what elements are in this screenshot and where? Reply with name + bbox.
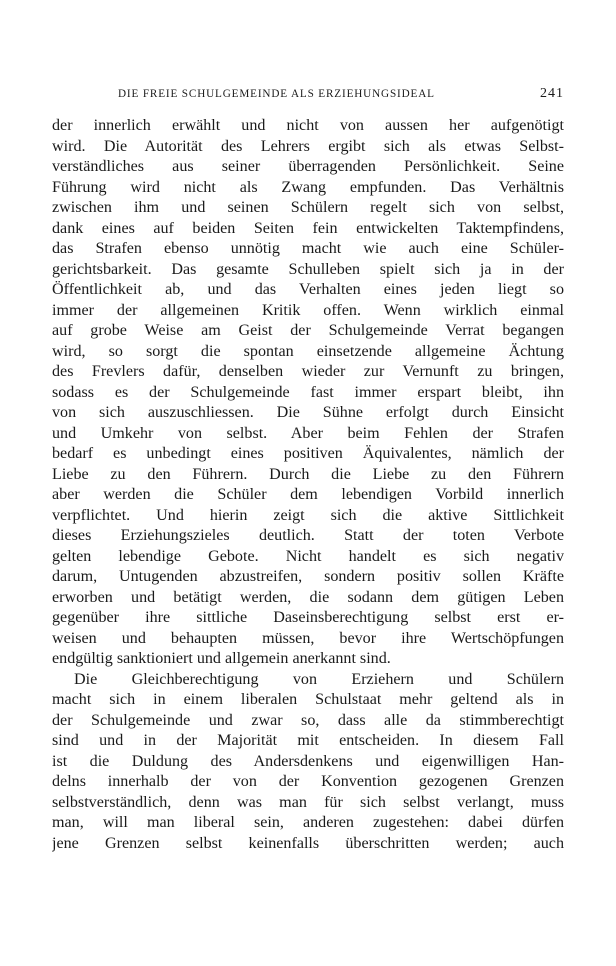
text-line: wird, so sorgt die spontan einsetzende allgemeine Ächtung — [52, 342, 564, 360]
text-line: gegenüber ihre sittliche Daseinsberechtigung selbst erst er- — [52, 609, 564, 626]
text-line: und Umkehr von selbst. Aber beim Fehlen der Strafen — [52, 424, 564, 442]
text-line: delns innerhalb der von der Konvention gezogenen Grenzen — [52, 773, 564, 790]
text-line: darum, Untugenden abzustreifen, sondern positiv sollen Kräfte — [52, 568, 564, 585]
text-line: wird. Die Autorität des Lehrers ergibt sich als etwas Selbst- — [52, 137, 564, 155]
text-line: der innerlich erwählt und nicht von aussen her aufgenötigt — [52, 117, 564, 134]
text-line: jene Grenzen selbst keinenfalls überschritten werden; auch — [52, 834, 564, 852]
text-line: verständliches aus seiner überragenden Persönlichkeit. Seine — [52, 158, 564, 175]
text-line: gelten lebendige Gebote. Nicht handelt es sich negativ — [52, 547, 564, 565]
text-line: verpflichtet. Und hierin zeigt sich die aktive Sittlichkeit — [52, 506, 564, 524]
text-line: dank eines auf beiden Seiten fein entwickelten Taktempfindens, — [52, 219, 564, 237]
running-title: DIE FREIE SCHULGEMEINDE ALS ERZIEHUNGSIDEAL — [118, 88, 435, 100]
running-head — [52, 84, 564, 104]
text-line: von sich auszuschliessen. Die Sühne erfolgt durch Einsicht — [52, 404, 564, 421]
text-line: zwischen ihm und seinen Schülern regelt sich von selbst, — [52, 199, 564, 216]
body-text — [52, 116, 564, 854]
text-line: immer der allgemeinen Kritik offen. Wenn wirklich einmal — [52, 301, 564, 319]
text-line: Führung wird nicht als Zwang empfunden. Das Verhältnis — [52, 178, 564, 196]
text-line: erworben und betätigt werden, die sodann dem gütigen Leben — [52, 588, 564, 606]
text-line: macht sich in einem liberalen Schulstaat mehr geltend als in — [52, 691, 564, 708]
text-line: auf grobe Weise am Geist der Schulgemeinde Verrat begangen — [52, 322, 564, 339]
page-number: 241 — [540, 86, 564, 101]
text-line: weisen und behaupten müssen, bevor ihre Wertschöpfungen — [52, 629, 564, 647]
text-line: man, will man liberal sein, anderen zugestehen: dabei dürfen — [52, 814, 564, 831]
paragraph-start-line: Die Gleichberechtigung von Erziehern und Schülern — [74, 670, 564, 688]
text-line: aber werden die Schüler dem lebendigen Vorbild innerlich — [52, 486, 564, 503]
text-line: bedarf es unbedingt eines positiven Äquivalentes, nämlich der — [52, 445, 564, 462]
text-line: Öffentlichkeit ab, und das Verhalten eines jeden liegt so — [52, 281, 564, 298]
text-line: Liebe zu den Führern. Durch die Liebe zu den Führern — [52, 465, 564, 483]
text-line: das Strafen ebenso unnötig macht wie auch eine Schüler- — [52, 240, 564, 257]
text-line: dieses Erziehungszieles deutlich. Statt der toten Verbote — [52, 527, 564, 544]
text-line: ist die Duldung des Andersdenkens und eigenwilligen Han- — [52, 752, 564, 770]
text-line: der Schulgemeinde und zwar so, dass alle da stimmberechtigt — [52, 711, 564, 729]
paragraph-end-line: endgültig sanktioniert und allgemein anerkannt sind. — [52, 650, 391, 667]
text-line: sodass es der Schulgemeinde fast immer erspart bleibt, ihn — [52, 383, 564, 401]
text-line: des Frevlers dafür, denselben wieder zur Vernunft zu bringen, — [52, 363, 564, 380]
text-line: sind und in der Majorität mit entscheiden. In diesem Fall — [52, 732, 564, 749]
text-line: gerichtsbarkeit. Das gesamte Schulleben spielt sich ja in der — [52, 260, 564, 278]
text-line: selbstverständlich, denn was man für sich selbst verlangt, muss — [52, 793, 564, 811]
